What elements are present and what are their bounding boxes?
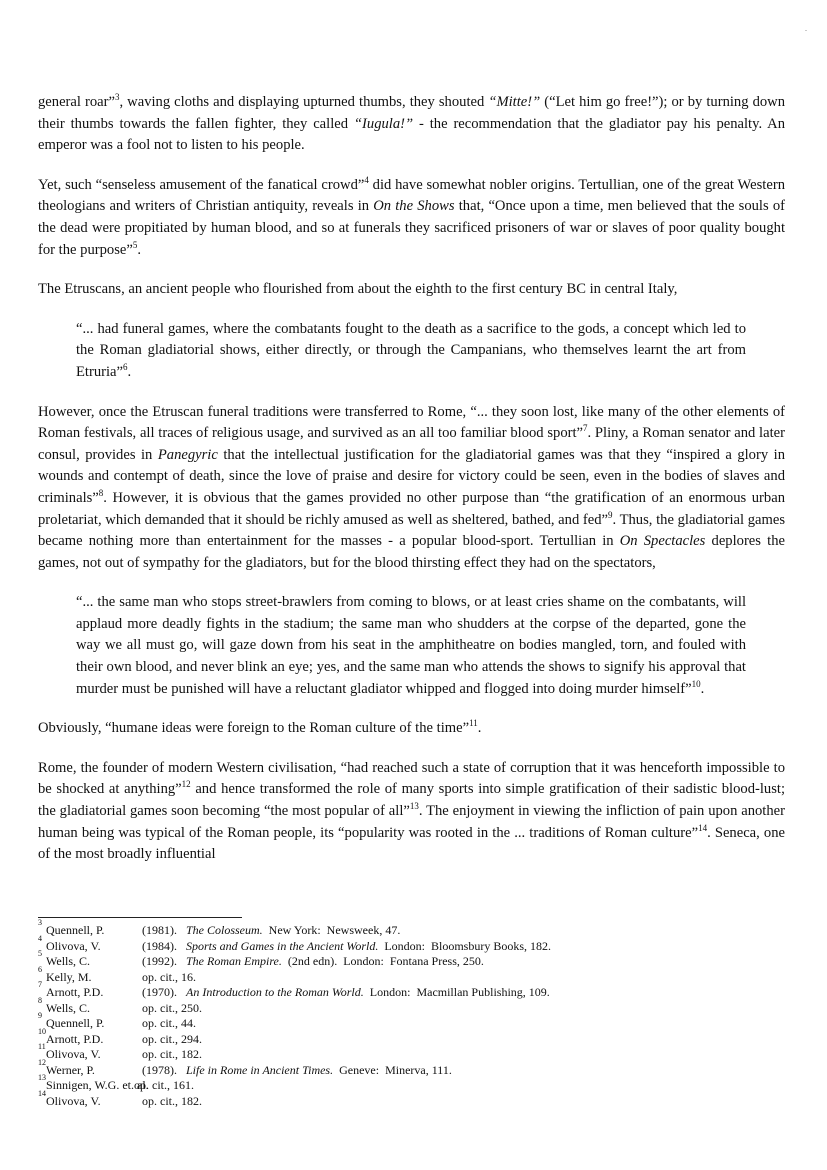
footnote-ref-6: 6 [123, 361, 128, 372]
footnote-reference [142, 939, 551, 955]
footnote-item [38, 1073, 778, 1094]
footnote-year: op. cit., 294. [142, 1031, 202, 1046]
footnote-ref-7: 7 [583, 423, 588, 434]
block-quote-2: “... the same man who stops street-brawlers from coming to blows, or at least cries shame on the combatants, will applaud more deadly fights in the stadium; the same man who shudders at the corpse of the departed, gone the way we all must go, will gaze down from his seat in the amphitheatre on bodies mangled, torn, and fouled with their own blood, and never blink an eye; yes, and the same man who attends the shows to signify his approval that murder must be punished will have a reluctant gladiator whipped and flogged into doing murder himself”$^{10}$. [76, 594, 746, 697]
footnote-author: Werner, P. [46, 1062, 95, 1077]
footnote-year: op. cit., 161. [134, 1078, 194, 1092]
footnote-number: 10 [38, 1026, 46, 1036]
footnote-reference [134, 1078, 194, 1094]
footnote-number: 7 [38, 980, 42, 989]
footnote-item [38, 1026, 778, 1048]
footnotes [38, 918, 778, 1109]
footnote-author: Arnott, P.D. [46, 1031, 104, 1046]
footnote-author: Arnott, P.D. [46, 985, 104, 999]
footnote-title: The Roman Empire. [186, 954, 282, 968]
footnote-ref-13: 13 [409, 801, 419, 812]
footnote-publisher: London: Bloomsbury Books, 182. [378, 938, 552, 953]
footnote-number: 5 [38, 949, 42, 958]
footnote-year: op. cit., 250. [142, 1000, 202, 1015]
footnote-author: Olivova, V. [46, 1047, 101, 1061]
footnote-publisher: London: Macmillan Publishing, 109. [363, 985, 550, 999]
footnote-year: (1970). [142, 985, 177, 999]
footnote-year: (1984). [142, 938, 177, 953]
footnote-reference [142, 1063, 452, 1079]
footnote-reference [142, 1001, 202, 1017]
footnote-author: Wells, C. [46, 1000, 91, 1015]
footnote-author: Sinnigen, W.G. et. al. [46, 1078, 149, 1092]
footnote-reference [142, 923, 400, 939]
footnote-reference [142, 985, 550, 1001]
footnote-author: Kelly, M. [46, 969, 92, 984]
footnote-title: Life in Rome in Ancient Times. [186, 1062, 334, 1077]
footnote-item [38, 949, 778, 970]
footnote-publisher: Geneve: Minerva, 111. [333, 1062, 452, 1077]
footnote-ref-8: 8 [98, 487, 104, 498]
footnote-divider [38, 917, 242, 918]
footnote-title: An Introduction to the Roman World. [186, 985, 364, 999]
footnote-ref-9: 9 [608, 509, 613, 520]
footnote-ref-4: 4 [364, 174, 369, 185]
footnote-year: op. cit., 44. [142, 1016, 196, 1030]
footnote-ref-12: 12 [181, 779, 191, 790]
footnote-ref-14: 14 [698, 822, 708, 833]
footnote-number: 8 [38, 995, 42, 1005]
paragraph-2: Yet, such “senseless amusement of the fanatical crowd”$^4$ did have somewhat nobler origins. Tertullian, one of the great Western theologians and writers of Christian antiquity, reveals in On the Shows that, “Once upon a time, men believed that the souls of the dead were propitiated by human blood, and so at funerals they sacrificed prisoners of war or slaves of poor quality bought for the purpose”$^5$. [38, 174, 786, 258]
footnote-year: (1992). [142, 954, 177, 968]
footnote-ref-10: 10 [691, 678, 701, 689]
paragraph-1: general roar”$^3$, waving cloths and displaying upturned thumbs, they shouted “Mitte!” (“Let him go free!”); or by turning down their thumbs towards the fallen fighter, they called “Iugula!” - the recommendation that the gladiator pay his penalty. An emperor was a fool not to listen to his people. [38, 92, 786, 154]
footnote-publisher: (2nd edn). London: Fontana Press, 250. [281, 954, 484, 968]
footnote-reference [142, 1032, 202, 1048]
footnote-reference [142, 1016, 196, 1032]
footnote-number: 14 [38, 1088, 46, 1098]
footnote-reference [142, 1094, 202, 1110]
footnote-author: Olivova, V. [46, 938, 101, 953]
footnote-ref-11: 11 [469, 718, 478, 729]
footnote-reference [142, 1047, 202, 1063]
footnote-year: op. cit., 16. [142, 969, 196, 984]
footnote-number: 4 [38, 933, 42, 943]
footnote-reference [142, 970, 196, 986]
footnote-author: Quennell, P. [46, 923, 105, 937]
footnote-item [38, 964, 778, 986]
footnote-item [38, 980, 778, 1001]
corner-mark: . [805, 24, 807, 33]
footnote-item [38, 1011, 778, 1032]
footnote-number: 6 [38, 964, 42, 974]
footnote-item [38, 1057, 778, 1079]
footnote-year: (1978). [142, 1062, 177, 1077]
footnote-author: Olivova, V. [46, 1093, 101, 1108]
footnote-reference [142, 954, 484, 970]
paragraph-5: Obviously, “humane ideas were foreign to the Roman culture of the time”$^{11}$. [38, 718, 482, 737]
footnote-author: Quennell, P. [46, 1016, 105, 1030]
footnote-title: The Colosseum. [186, 923, 263, 937]
footnote-number: 13 [38, 1073, 46, 1082]
footnote-item [38, 995, 778, 1017]
footnote-number: 9 [38, 1011, 42, 1020]
body-text [38, 92, 785, 884]
block-quote-1: “... had funeral games, where the combatants fought to the death as a sacrifice to the gods, a concept which led to the Roman gladiatorial shows, either directly, or through the Campanians, who themselves learnt the art from Etruria”$^6$. [76, 320, 746, 380]
footnote-item [38, 918, 778, 939]
footnote-item [38, 1042, 778, 1063]
paragraph-4: However, once the Etruscan funeral traditions were transferred to Rome, “... they soon lost, like many of the other elements of Roman festivals, all traces of religious usage, and survived as an all too familiar blood sport”$^7$. Pliny, a Roman senator and later consul, provides in Panegyric that the intellectual justification for the gladiatorial games was that they “inspired a glory in wounds and contempt of death, since the love of praise and desire for victory could be seen, even in the bodies of slaves and criminals”$^8$. However, it is obvious that the games provided no other purpose than “the gratification of an enormous urban proletariat, which demanded that it should be richly amused as well as sheltered, bathed, and fed”$^9$. Thus, the gladiatorial games became nothing more than entertainment for the masses - a popular blood-sport. Tertullian in On Spectacles deplores the games, not out of sympathy for the gladiators, but for the blood thirsting effect they had on the spectators, [38, 403, 785, 571]
paragraph-6: Rome, the founder of modern Western civilisation, “had reached such a state of corruption that it was henceforth impossible to be shocked at anything”$^{12}$ and hence transformed the role of many sports into simple gratification of their sadistic blood-lust; the gladiatorial games soon becoming “the most popular of all”$^{13}$. The enjoyment in viewing the infliction of pain upon another human being was typical of the Roman people, its “popularity was rooted in the ... traditions of Roman culture”$^{14}$. Seneca, one of the most broadly influential [38, 759, 786, 863]
footnote-publisher: New York: Newsweek, 47. [262, 923, 401, 937]
footnote-year: op. cit., 182. [142, 1047, 202, 1061]
footnote-author: Wells, C. [46, 954, 91, 968]
footnote-year: op. cit., 182. [142, 1093, 202, 1108]
footnote-number: 12 [38, 1057, 46, 1067]
footnote-year: (1981). [142, 923, 177, 937]
footnote-number: 11 [38, 1042, 46, 1051]
footnote-item [38, 1088, 778, 1110]
footnote-title: Sports and Games in the Ancient World. [186, 938, 379, 953]
paragraph-3: The Etruscans, an ancient people who flourished from about the eighth to the first century BC in central Italy, [38, 281, 678, 298]
footnote-ref-3: 3 [114, 92, 120, 102]
footnote-number: 3 [38, 918, 42, 927]
footnote-item [38, 933, 778, 955]
footnote-ref-5: 5 [132, 239, 138, 250]
